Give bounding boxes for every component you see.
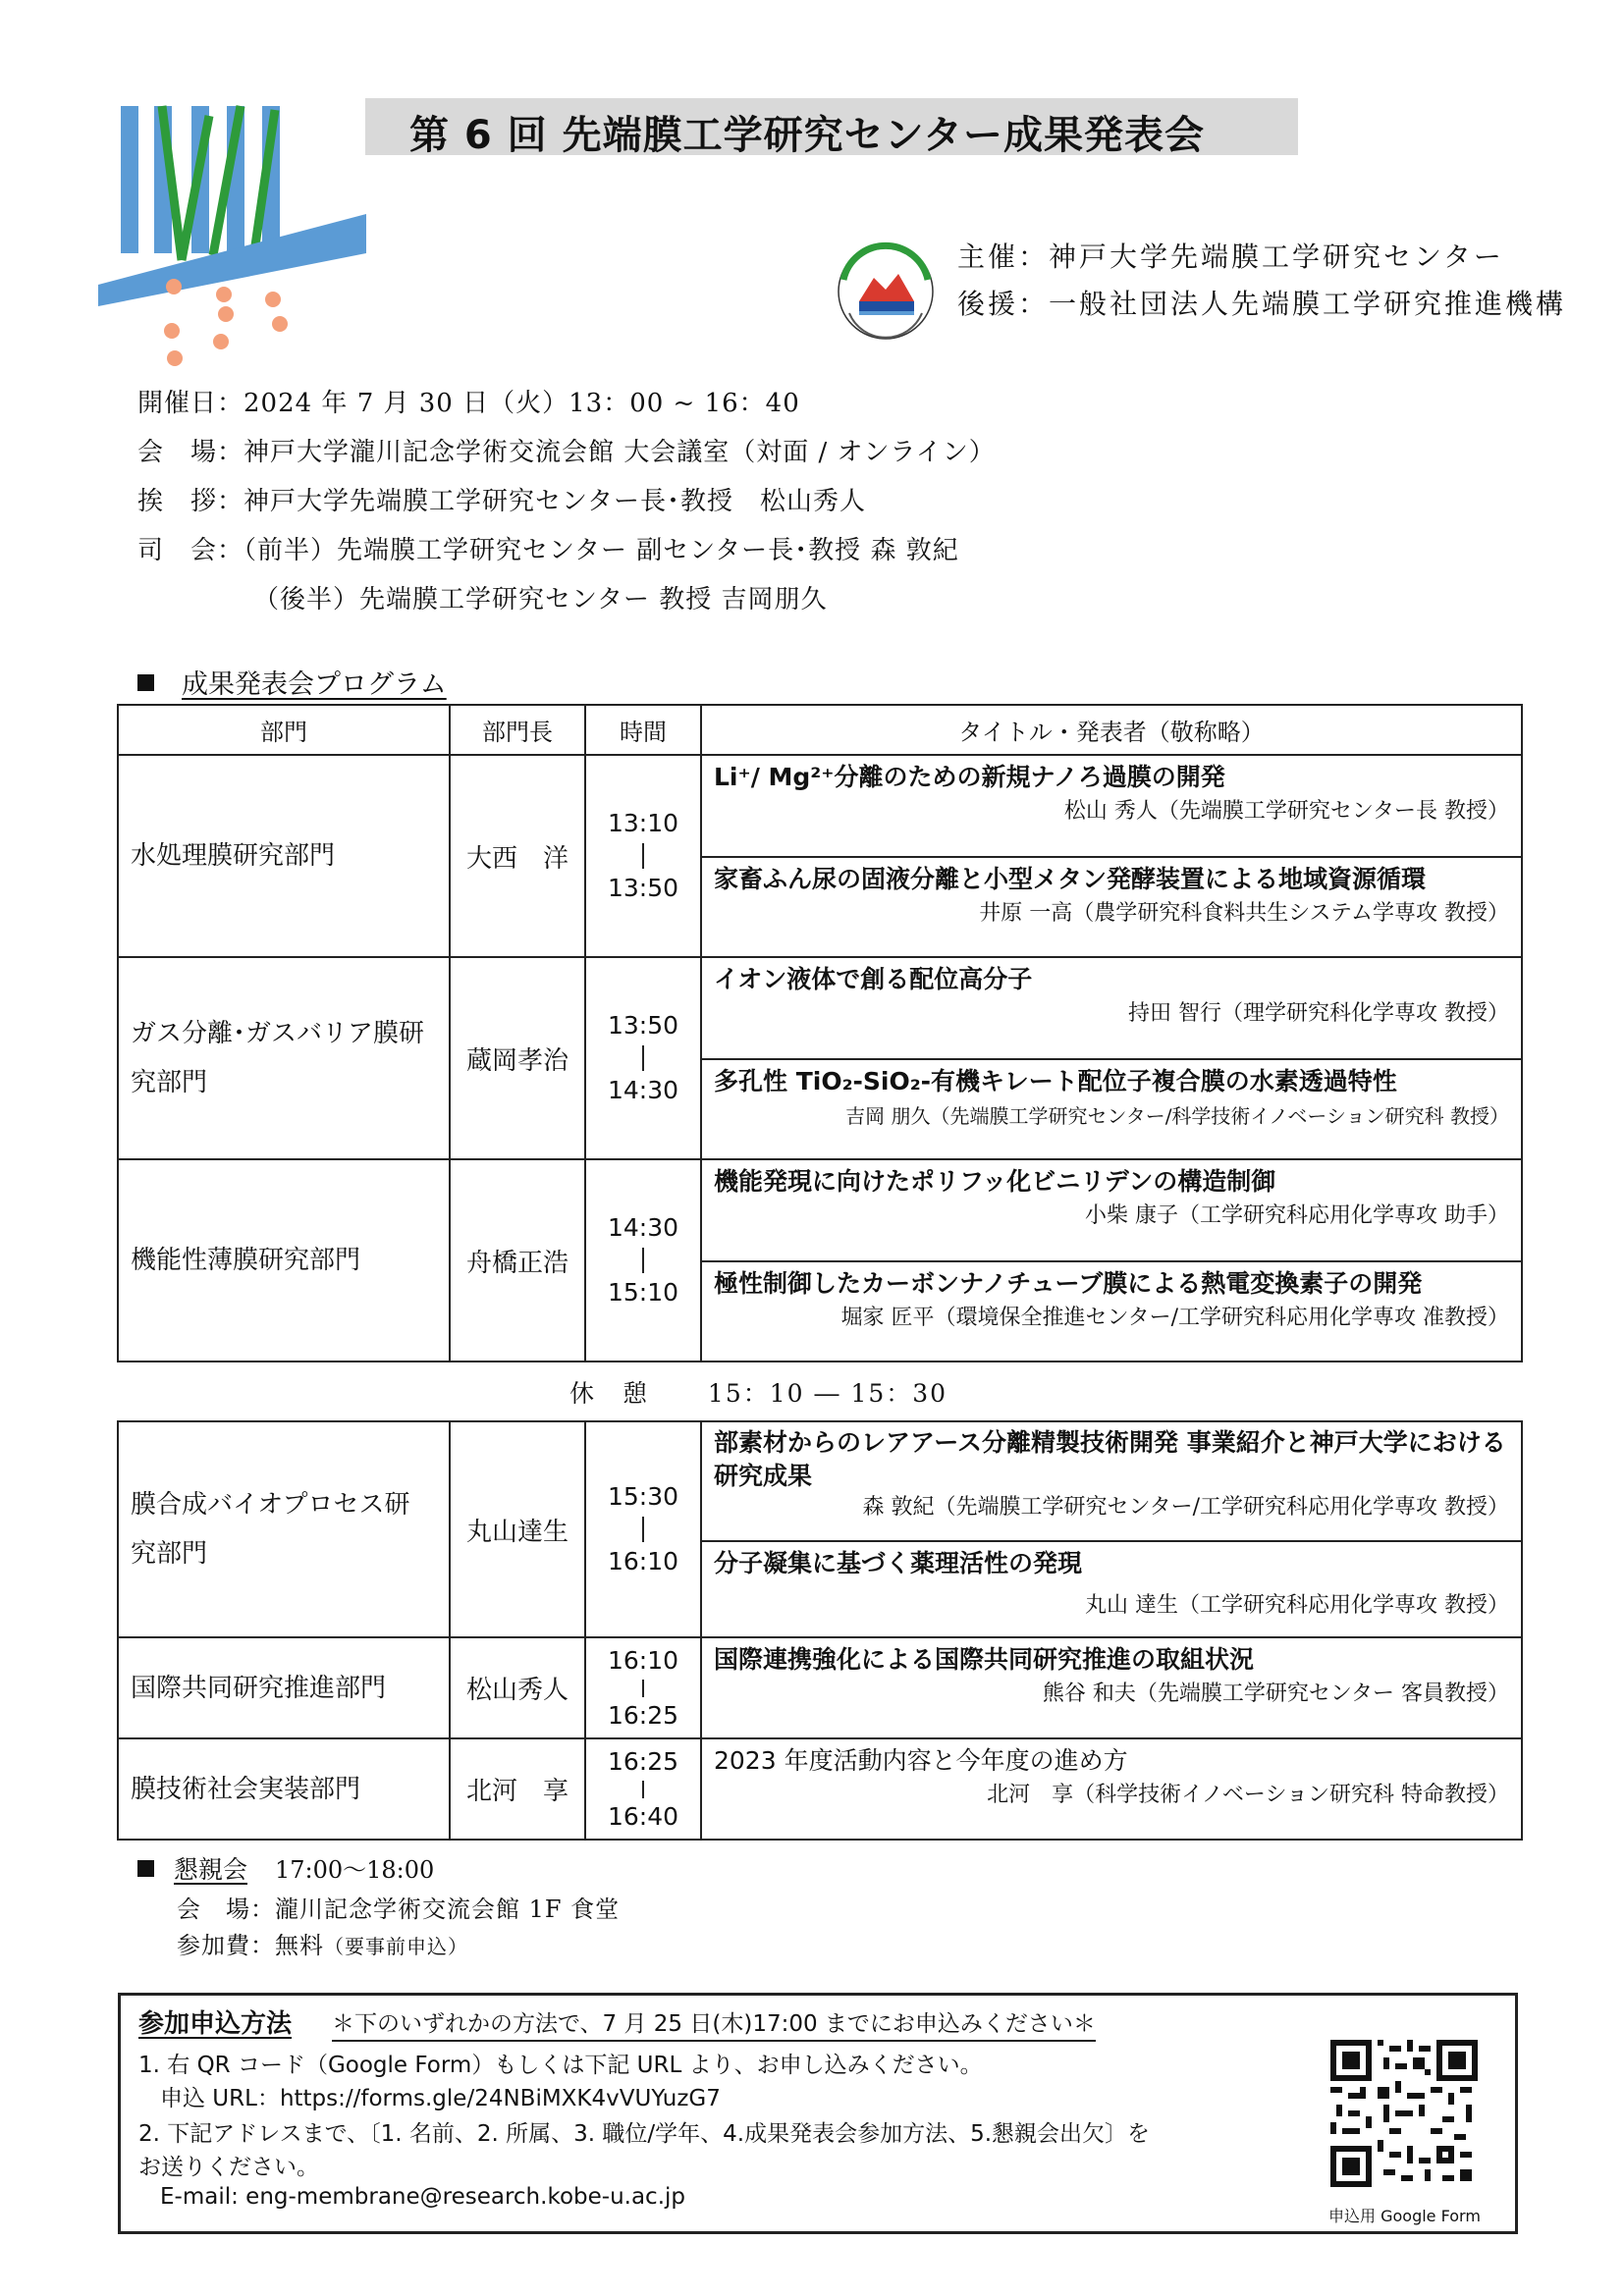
department-name: 膜技術社会実装部門 <box>118 1738 450 1840</box>
time-slot: 13:10 13:50 <box>585 755 701 957</box>
talk-entry <box>702 1260 1521 1361</box>
department-head: 蔵岡孝治 <box>450 957 585 1159</box>
event-venue: 会 場：神戸大学瀧川記念学術交流会館 大会議室（対面 / オンライン） <box>137 438 996 467</box>
talk-speaker: 熊谷 和夫（先端膜工学研究センター 客員教授） <box>1042 1682 1509 1706</box>
time-slot: 13:50 14:30 <box>585 957 701 1159</box>
apply-deadline-note: ＊下のいずれかの方法で、7 月 25 日(木)17:00 までにお申込みください＊ <box>332 2005 1096 2042</box>
talks-cell <box>701 957 1522 1159</box>
talk-title: イオン液体で創る配位高分子 <box>714 965 1033 993</box>
department-head: 大西 洋 <box>450 755 585 957</box>
department-head: 松山秀人 <box>450 1637 585 1738</box>
break-time: 15：10 ― 15：30 <box>707 1379 948 1408</box>
department-head: 舟橋正浩 <box>450 1159 585 1362</box>
department-name: ガス分離･ガスバリア膜研究部門 <box>118 957 450 1159</box>
column-header: 部門長 <box>450 705 585 755</box>
talk-entry <box>702 856 1521 956</box>
host-organizer: 主催：神戸大学先端膜工学研究センター <box>957 240 1504 273</box>
time-slot: 16:10 16:25 <box>585 1637 701 1738</box>
apply-method-2: 2. 下記アドレスまで、〔1. 名前、2. 所属、3. 職位/学年、4.成果発表会参加方法、5.懇親会出欠〕を <box>138 2121 1151 2147</box>
talk-speaker: 北河 享（科学技術イノベーション研究科 特命教授） <box>987 1783 1509 1807</box>
break-label: 休 憩 <box>569 1379 650 1408</box>
talks-cell <box>701 1738 1522 1840</box>
talks-cell <box>701 1421 1522 1637</box>
table-row <box>118 1159 1522 1362</box>
talks-cell <box>701 1159 1522 1362</box>
reception-time: 17:00〜18:00 <box>274 1856 435 1884</box>
support-organizer: 後援：一般社団法人先端膜工学研究推進機構 <box>957 288 1567 320</box>
talk-entry <box>702 756 1521 856</box>
program-table <box>117 704 1523 1362</box>
table-row <box>118 1738 1522 1840</box>
department-head: 丸山達生 <box>450 1421 585 1637</box>
reception-venue: 会 場：瀧川記念学術交流会館 1F 食堂 <box>177 1896 621 1923</box>
apply-method-1: 1. 右 QR コード（Google Form）もしくは下記 URL より、お申し込みください。 <box>138 2053 983 2078</box>
talk-title: 極性制御したカーボンナノチューブ膜による熱電変換素子の開発 <box>714 1269 1423 1298</box>
application-box <box>118 1993 1518 2234</box>
event-mc-first: 司 会：（前半）先端膜工学研究センター 副センター長･教授 森 敦紀 <box>137 536 959 565</box>
talk-speaker: 小柴 康子（工学研究科応用化学専攻 助手） <box>1085 1203 1509 1228</box>
apply-heading: 参加申込方法 <box>138 2009 293 2039</box>
talk-speaker: 松山 秀人（先端膜工学研究センター長 教授） <box>1063 799 1509 824</box>
department-name: 機能性薄膜研究部門 <box>118 1159 450 1362</box>
qr-caption: 申込用 Google Form <box>1328 2207 1481 2225</box>
talk-entry <box>702 1058 1521 1158</box>
talk-speaker: 吉岡 朋久（先端膜工学研究センター/科学技術イノベーション研究科 教授） <box>845 1104 1509 1128</box>
talk-title: 国際連携強化による国際共同研究推進の取組状況 <box>714 1645 1255 1674</box>
event-greeting: 挨 拶：神戸大学先端膜工学研究センター長･教授 松山秀人 <box>137 487 866 516</box>
talk-title: 分子凝集に基づく薬理活性の発現 <box>714 1549 1083 1577</box>
table-header-row <box>118 705 1522 755</box>
talk-speaker: 堀家 匠平（環境保全推進センター/工学研究科応用化学専攻 准教授） <box>840 1306 1509 1330</box>
page-title: 第 6 回 先端膜工学研究センター成果発表会 <box>409 113 1206 158</box>
apply-email[interactable]: E-mail: eng-membrane@research.kobe-u.ac.jp <box>160 2184 685 2210</box>
event-date: 開催日：2024 年 7 月 30 日（火）13：00 ~ 16：40 <box>137 389 800 418</box>
talk-title: 家畜ふん尿の固液分離と小型メタン発酵装置による地域資源循環 <box>714 865 1427 893</box>
talks-cell <box>701 1637 1522 1738</box>
department-name: 膜合成バイオプロセス研究部門 <box>118 1421 450 1637</box>
table-row <box>118 755 1522 957</box>
department-name: 国際共同研究推進部門 <box>118 1637 450 1738</box>
table-row <box>118 1421 1522 1637</box>
time-slot: 15:30 16:10 <box>585 1421 701 1637</box>
talk-speaker: 持田 智行（理学研究科化学専攻 教授） <box>1128 1001 1509 1026</box>
program-table-afternoon <box>117 1420 1523 1841</box>
reception-heading: 懇親会 17:00〜18:00 <box>137 1850 434 1886</box>
table-row <box>118 1637 1522 1738</box>
reception-fee: 参加費：無料（要事前申込） <box>177 1932 468 1959</box>
time-slot: 14:30 15:10 <box>585 1159 701 1362</box>
talk-entry <box>702 1638 1521 1736</box>
talk-title: Li⁺/ Mg²⁺分離のための新規ナノろ過膜の開発 <box>714 763 1225 791</box>
talk-entry <box>702 1422 1521 1540</box>
research-center-emblem <box>830 240 943 344</box>
talk-speaker: 丸山 達生（工学研究科応用化学専攻 教授） <box>1085 1593 1509 1618</box>
talk-speaker: 井原 一高（農学研究科食料共生システム学専攻 教授） <box>979 901 1509 926</box>
talk-title: 多孔性 TiO₂-SiO₂-有機キレート配位子複合膜の水素透過特性 <box>714 1067 1397 1095</box>
talk-title: 部素材からのレアアース分離精製技術開発 事業紹介と神戸大学における研究成果 <box>714 1428 1506 1490</box>
event-mc-second: （後半）先端膜工学研究センター 教授 吉岡朋久 <box>253 585 828 614</box>
apply-method-2-cont: お送りください。 <box>138 2155 319 2180</box>
column-header: 時間 <box>585 705 701 755</box>
talk-title: 2023 年度活動内容と今年度の進め方 <box>714 1746 1128 1775</box>
department-name: 水処理膜研究部門 <box>118 755 450 957</box>
column-header: 部門 <box>118 705 450 755</box>
talk-entry <box>702 1160 1521 1260</box>
break-row <box>569 1374 947 1410</box>
bullet-square-icon <box>137 1860 154 1877</box>
center-logo-art <box>93 98 378 373</box>
bullet-square-icon <box>137 674 154 691</box>
talks-cell <box>701 755 1522 957</box>
talk-entry <box>702 1540 1521 1636</box>
time-slot: 16:25 16:40 <box>585 1738 701 1840</box>
program-heading: 成果発表会プログラム <box>137 663 447 701</box>
column-header: タイトル・発表者（敬称略） <box>701 705 1522 755</box>
talk-entry <box>702 958 1521 1058</box>
talk-entry <box>702 1739 1521 1838</box>
talk-speaker: 森 敦紀（先端膜工学研究センター/工学研究科応用化学専攻 教授） <box>862 1495 1509 1520</box>
qr-code-icon[interactable] <box>1330 2040 1478 2187</box>
title-banner <box>365 98 1298 158</box>
department-head: 北河 享 <box>450 1738 585 1840</box>
table-row <box>118 957 1522 1159</box>
apply-url[interactable]: 申込 URL：https://forms.gle/24NBiMXK4vVUYuzG7 <box>160 2086 721 2111</box>
talk-title: 機能発現に向けたポリフッ化ビニリデンの構造制御 <box>714 1167 1276 1196</box>
